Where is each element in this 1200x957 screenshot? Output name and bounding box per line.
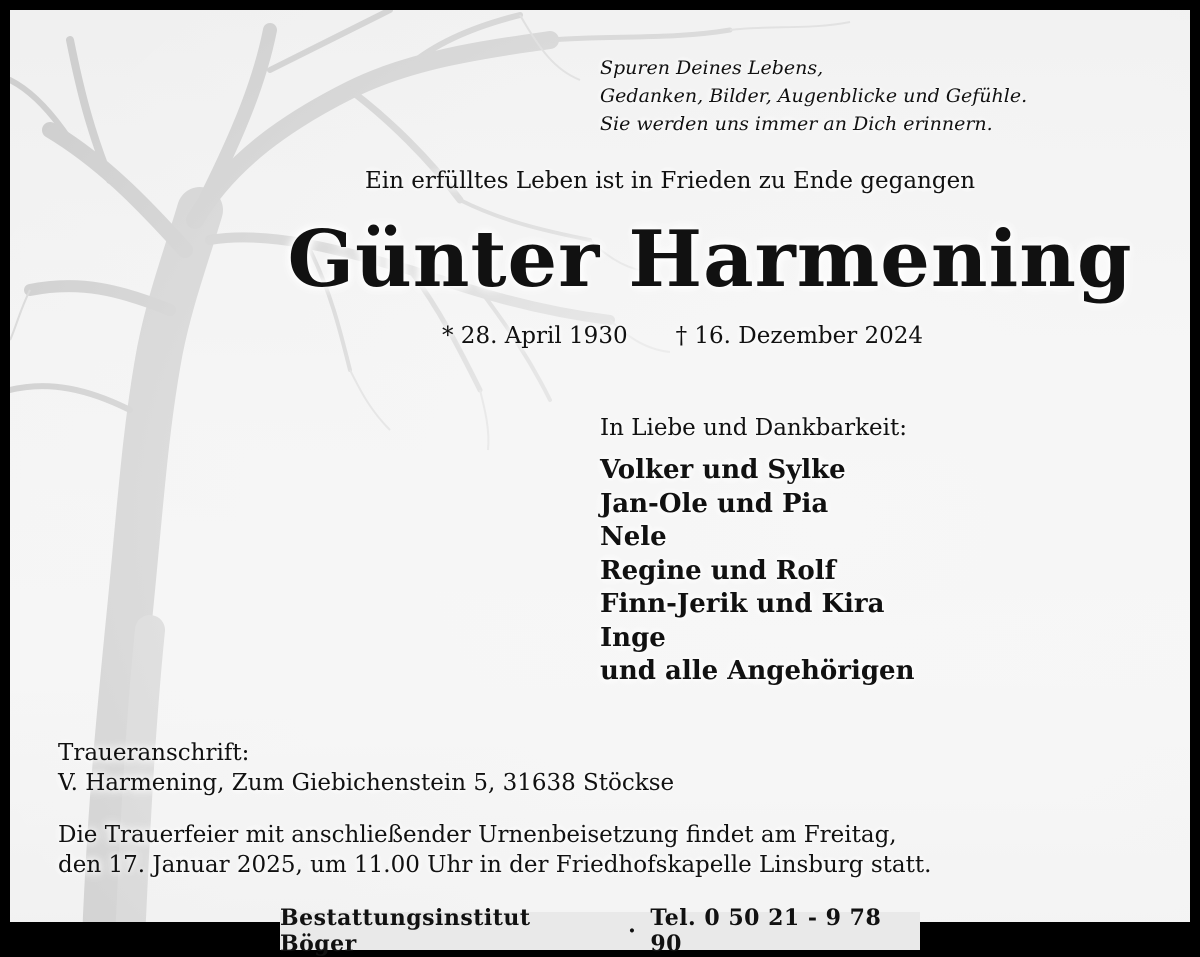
birth-date: * 28. April 1930: [442, 323, 628, 349]
mourner-item: Finn-Jerik und Kira: [600, 589, 885, 619]
mourner-item: Regine und Rolf: [600, 555, 836, 586]
footer-separator: ·: [628, 918, 637, 944]
mourner-item: Volker und Sylke: [600, 455, 846, 485]
mourner-item: Inge: [600, 622, 666, 653]
ceremony-info: [58, 820, 1058, 880]
mourner-item: und alle Angehörigen: [600, 656, 915, 686]
verse-line: Sie werden uns immer an Dich erinnern.: [600, 113, 993, 135]
condolence-address: [58, 738, 674, 798]
verse-line: Gedanken, Bilder, Augenblicke und Gefühle.: [600, 85, 1028, 107]
deceased-name: Günter Harmening: [287, 214, 1133, 305]
obituary-notice: [10, 10, 1190, 940]
mourner-item: Nele: [600, 522, 667, 552]
undertaker-phone: Tel. 0 50 21 - 9 78 90: [650, 905, 882, 957]
death-date: † 16. Dezember 2024: [675, 323, 924, 349]
undertaker-footer: [280, 905, 920, 957]
ceremony-line: Die Trauerfeier mit anschließender Urnenbeisetzung findet am Freitag,: [58, 822, 897, 848]
mourner-item: Jan-Ole und Pia: [600, 488, 829, 519]
undertaker-name: Bestattungsinstitut Böger: [280, 905, 531, 957]
intro-line: Ein erfülltes Leben ist in Frieden zu Ende gegangen: [364, 168, 976, 194]
address-label: Traueranschrift:: [58, 740, 250, 766]
mourners-list: [600, 454, 914, 689]
address-value: V. Harmening, Zum Giebichenstein 5, 31638 Stöckse: [58, 770, 675, 796]
ceremony-line: den 17. Januar 2025, um 11.00 Uhr in der Friedhofskapelle Linsburg statt.: [58, 852, 932, 878]
verse-line: Spuren Deines Lebens,: [600, 57, 824, 79]
thanks-label: In Liebe und Dankbarkeit:: [600, 415, 907, 441]
verse-quote: [600, 54, 1027, 138]
life-dates: [442, 323, 923, 349]
